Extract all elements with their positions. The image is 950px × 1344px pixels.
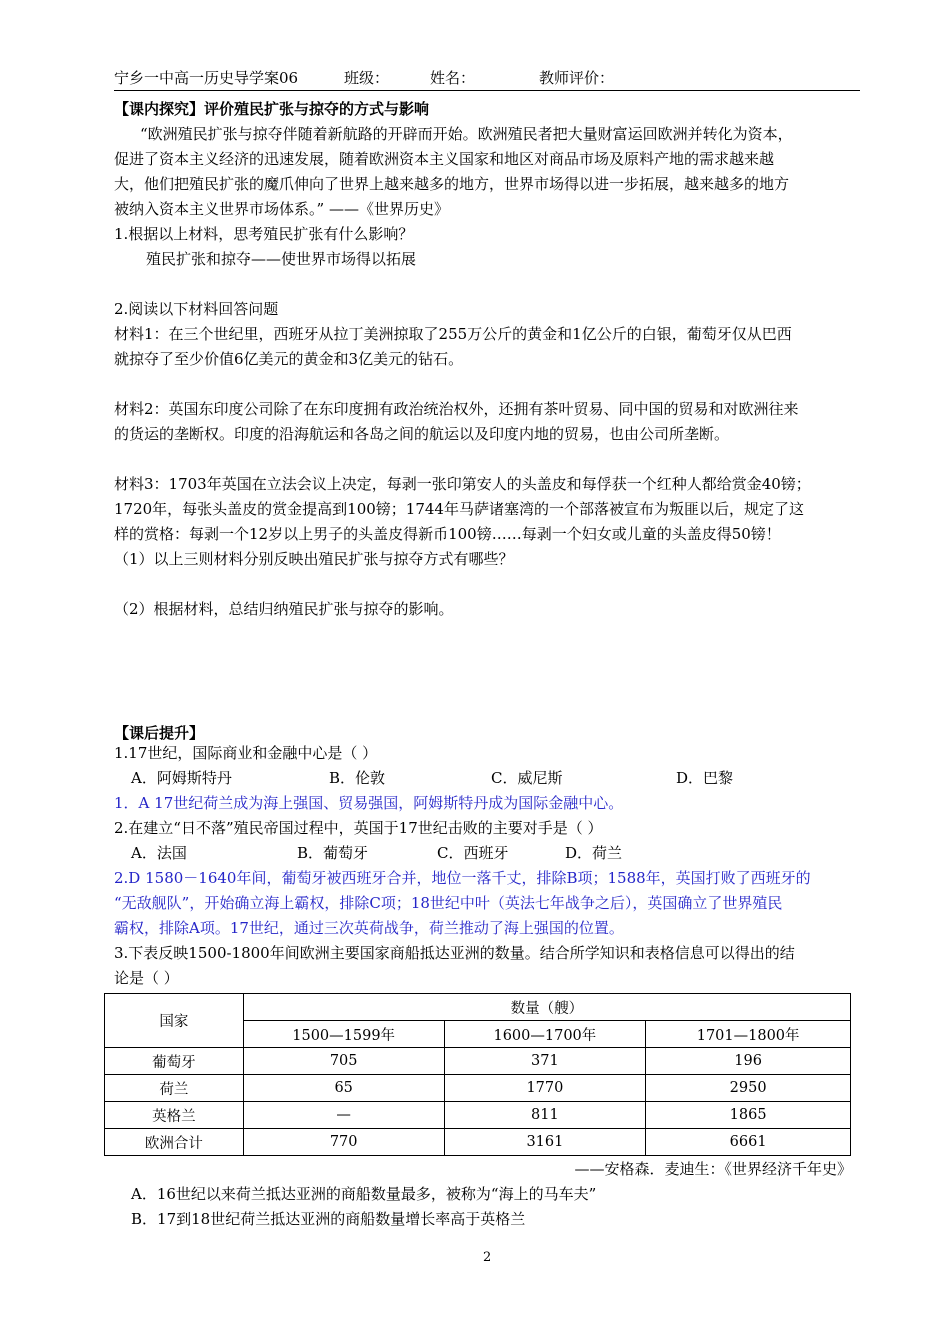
mcq-2-answer-line: “无敌舰队”，开始确立海上霸权，排除C项；18世纪中叶（英法七年战争之后），英国确立了世界殖民: [114, 894, 783, 912]
table-header-period: 1500—1599年: [243, 1021, 444, 1048]
ship-count-table: [104, 993, 851, 1156]
table-header-country: 国家: [105, 994, 244, 1048]
material-2-line: 的货运的垄断权。印度的沿海航运和各岛之间的航运以及印度内地的贸易，也由公司所垄断。: [114, 425, 730, 443]
quote-line: 大，他们把殖民扩张的魔爪伸向了世界上越来越多的地方，世界市场得以进一步拓展，越来越多的地方: [114, 175, 790, 193]
material-2-line: 材料2：英国东印度公司除了在东印度拥有政治统治权外，还拥有茶叶贸易、同中国的贸易和对欧洲往来: [114, 400, 799, 418]
table-cell-country: 荷兰: [105, 1075, 244, 1102]
table-cell: 1865: [646, 1102, 851, 1129]
table-source: ——安格森．麦迪生：《世界经济千年史》: [574, 1160, 852, 1178]
question-2: 2.阅读以下材料回答问题: [114, 300, 279, 318]
mcq-1-option-d: D．巴黎: [676, 769, 734, 787]
table-cell: 196: [646, 1048, 851, 1075]
table-cell: 705: [243, 1048, 444, 1075]
name-label: 姓名：: [430, 69, 476, 87]
mcq-3-line: 3.下表反映1500-1800年间欧洲主要国家商船抵达亚洲的数量。结合所学知识和表格信息可以得出的结: [114, 944, 795, 962]
mcq-3-line: 论是（ ）: [114, 969, 179, 987]
table-row: [105, 1129, 851, 1156]
material-3-line: 1720年，每张头盖皮的赏金提高到100镑；1744年马萨诸塞湾的一个部落被宣布为叛匪以后，规定了这: [114, 500, 804, 518]
mcq-1-option-a: A．阿姆斯特丹: [131, 769, 232, 787]
material-1-line: 就掠夺了至少价值6亿美元的黄金和3亿美元的钻石。: [114, 350, 464, 368]
page-header: [114, 66, 860, 91]
table-header-quantity: 数量（艘）: [243, 994, 850, 1021]
quote-line: 被纳入资本主义世界市场体系。” ——《世界历史》: [114, 200, 449, 218]
material-3-line: 样的赏格：每剥一个12岁以上男子的头盖皮得新币100镑……每剥一个妇女或儿童的头盖皮得50镑！: [114, 525, 781, 543]
mcq-2-option-d: D．荷兰: [565, 844, 623, 862]
material-1-line: 材料1：在三个世纪里，西班牙从拉丁美洲掠取了255万公斤的黄金和1亿公斤的白银，葡萄牙仅从巴西: [114, 325, 792, 343]
mcq-2-answer-line: 2.D 1580－1640年间，葡萄牙被西班牙合并，地位一落千丈，排除B项；1588年，英国打败了西班牙的: [114, 869, 811, 887]
explore-heading: 【课内探究】评价殖民扩张与掠夺的方式与影响: [114, 100, 430, 118]
table-row: [105, 1075, 851, 1102]
table-header-period: 1600—1700年: [444, 1021, 646, 1048]
answer-1: 殖民扩张和掠夺——使世界市场得以拓展: [146, 250, 417, 268]
page-number: 2: [483, 1250, 492, 1265]
table-header-period: 1701—1800年: [646, 1021, 851, 1048]
class-label: 班级：: [344, 69, 390, 87]
table-cell: —: [243, 1102, 444, 1129]
sub-question-2: （2）根据材料，总结归纳殖民扩张与掠夺的影响。: [114, 600, 454, 618]
table-cell: 811: [444, 1102, 646, 1129]
mcq-1-answer: 1．A 17世纪荷兰成为海上强国、贸易强国，阿姆斯特丹成为国际金融中心。: [114, 794, 624, 812]
table-cell: 770: [243, 1129, 444, 1156]
mcq-2-option-b: B．葡萄牙: [297, 844, 369, 862]
table-cell: 6661: [646, 1129, 851, 1156]
table-cell-country: 英格兰: [105, 1102, 244, 1129]
question-1: 1.根据以上材料，思考殖民扩张有什么影响？: [114, 225, 414, 243]
table-cell: 65: [243, 1075, 444, 1102]
table-cell: 1770: [444, 1075, 646, 1102]
table-cell: 2950: [646, 1075, 851, 1102]
after-class-heading: 【课后提升】: [114, 724, 205, 742]
teacher-label: 教师评价：: [539, 69, 615, 87]
mcq-3-option-b: B．17到18世纪荷兰抵达亚洲的商船数量增长率高于英格兰: [131, 1210, 526, 1228]
mcq-2-option-a: A．法国: [131, 844, 187, 862]
mcq-3-option-a: A．16世纪以来荷兰抵达亚洲的商船数量最多，被称为“海上的马车夫”: [131, 1185, 597, 1203]
table-cell: 3161: [444, 1129, 646, 1156]
mcq-2: 2.在建立“日不落”殖民帝国过程中，英国于17世纪击败的主要对手是（ ）: [114, 819, 603, 837]
mcq-2-answer-line: 霸权，排除A项。17世纪，通过三次英荷战争，荷兰推动了海上强国的位置。: [114, 919, 624, 937]
mcq-1-option-b: B．伦敦: [329, 769, 386, 787]
header-title: 宁乡一中高一历史导学案06: [114, 69, 299, 87]
mcq-2-option-c: C．西班牙: [437, 844, 509, 862]
table-row: [105, 1048, 851, 1075]
sub-question-1: （1）以上三则材料分别反映出殖民扩张与掠夺方式有哪些？: [114, 550, 514, 568]
table-cell-country: 欧洲合计: [105, 1129, 244, 1156]
table-cell: 371: [444, 1048, 646, 1075]
table-cell-country: 葡萄牙: [105, 1048, 244, 1075]
table-row: [105, 1102, 851, 1129]
mcq-1-option-c: C．威尼斯: [491, 769, 563, 787]
quote-line: 促进了资本主义经济的迅速发展，随着欧洲资本主义国家和地区对商品市场及原料产地的需求越来越: [114, 150, 775, 168]
quote-line: “欧洲殖民扩张与掠夺伴随着新航路的开辟而开始。欧洲殖民者把大量财富运回欧洲并转化为资本，: [140, 125, 793, 143]
mcq-1: 1.17世纪，国际商业和金融中心是（ ）: [114, 744, 378, 762]
material-3-line: 材料3：1703年英国在立法会议上决定，每剥一张印第安人的头盖皮和每俘获一个红种人都给赏金40镑；: [114, 475, 811, 493]
